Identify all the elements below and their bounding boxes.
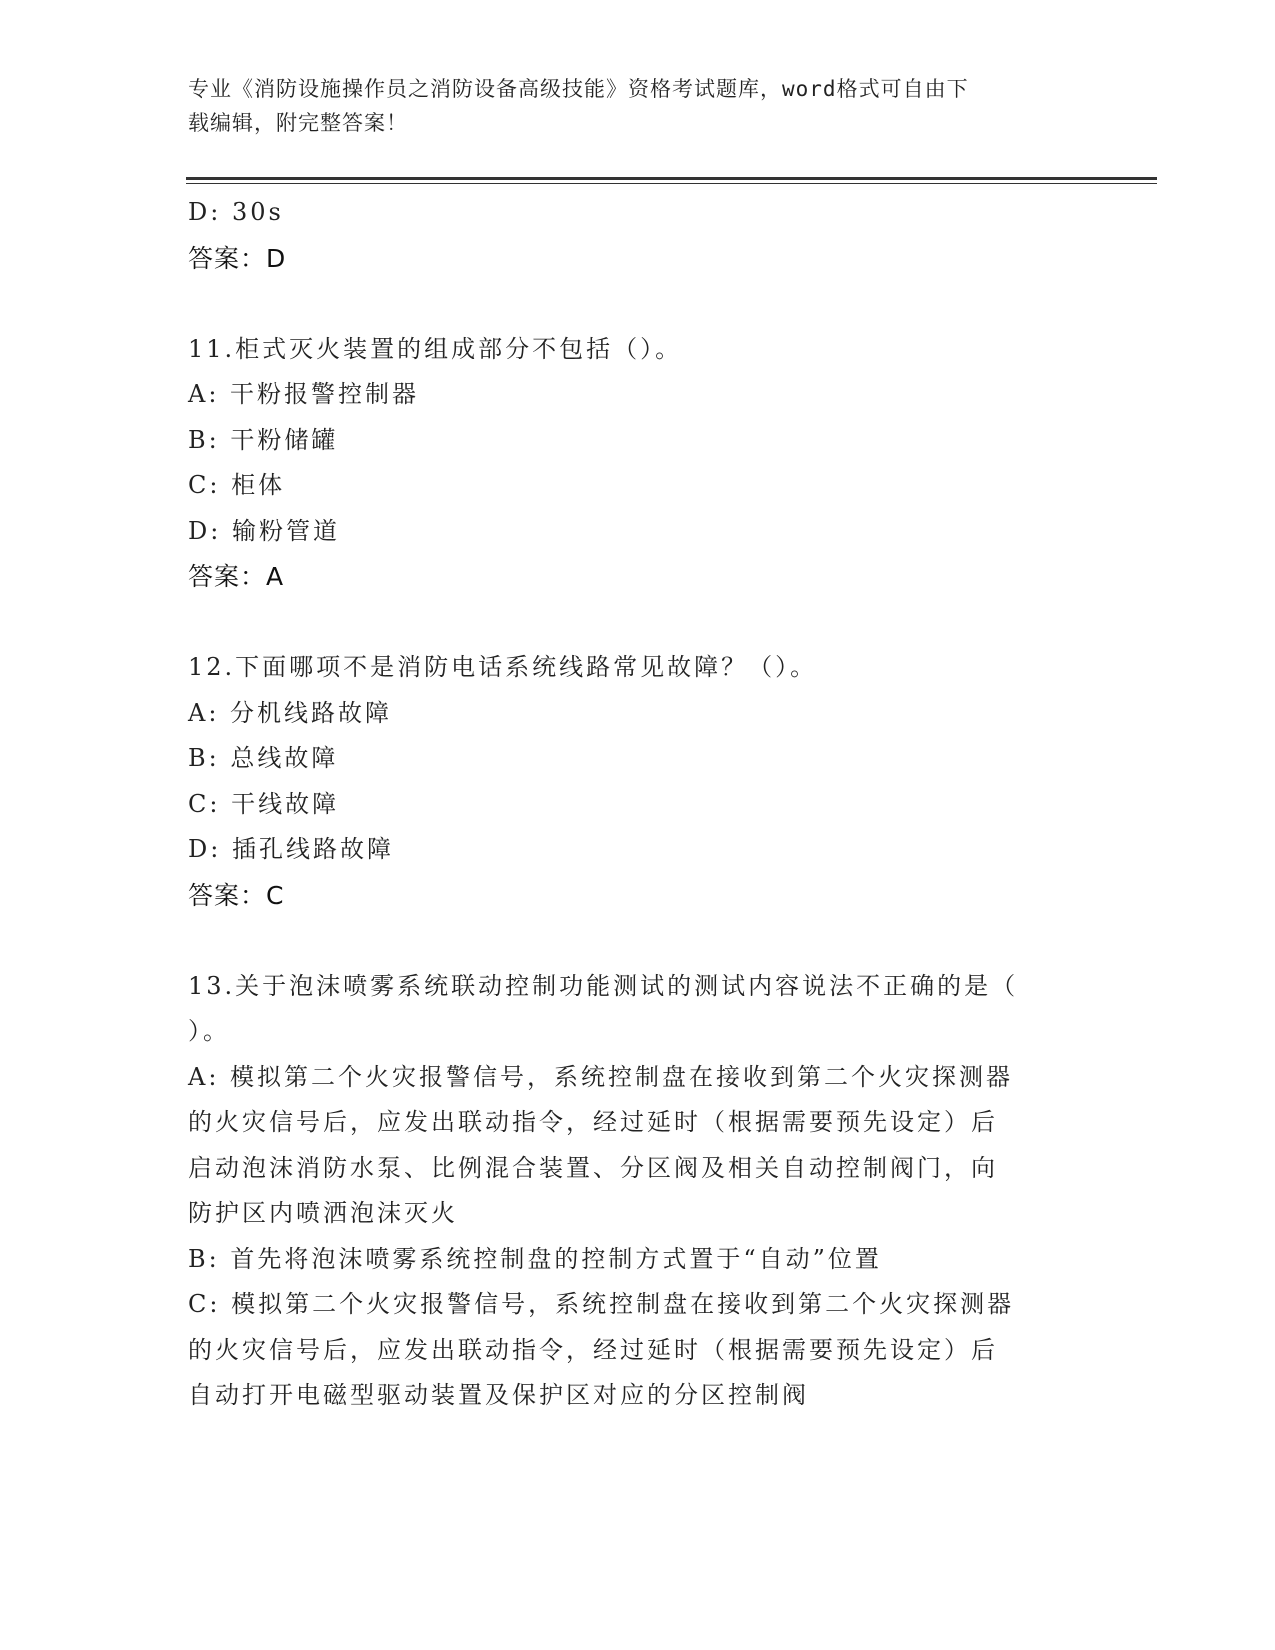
option-a-line-2: 的火灾信号后，应发出联动指令，经过延时（根据需要预先设定）后 [188, 1108, 998, 1136]
answer-line: 答案：D [188, 243, 287, 273]
header-divider-thin [186, 183, 1157, 184]
question-stem-line-2: ）。 [188, 1017, 230, 1045]
option-a: A: 干粉报警控制器 [188, 380, 420, 408]
question-stem-line-1: 13.关于泡沫喷雾系统联动控制功能测试的测试内容说法不正确的是（ [188, 971, 1019, 1000]
option-b: B: 总线故障 [188, 744, 339, 772]
question-stem: 11.柜式灭火装置的组成部分不包括（）。 [188, 334, 683, 363]
option-c-line-2: 的火灾信号后，应发出联动指令，经过延时（根据需要预先设定）后 [188, 1335, 998, 1364]
option-d: D: 输粉管道 [188, 516, 340, 545]
header-line-1: 专业《消防设施操作员之消防设备高级技能》资格考试题库，word格式可自由下 [188, 77, 969, 101]
answer-line: 答案：C [188, 880, 285, 910]
option-c: C: 干线故障 [188, 789, 340, 818]
document-header [188, 72, 1088, 140]
header-line-2: 载编辑，附完整答案！ [188, 111, 408, 135]
spacer [188, 282, 1088, 327]
option-d: D: 插孔线路故障 [188, 835, 394, 863]
option-a: A: 分机线路故障 [188, 698, 393, 727]
header-divider-thick [186, 177, 1157, 180]
option-b: B: 干粉储罐 [188, 425, 339, 454]
question-13 [188, 964, 1088, 1419]
option-a-line-4: 防护区内喷洒泡沫灭火 [188, 1199, 458, 1227]
question-11 [188, 327, 1088, 601]
question-stem: 12.下面哪项不是消防电话系统线路常见故障？（）。 [188, 653, 818, 681]
option-c-line-1: C: 模拟第二个火灾报警信号，系统控制盘在接收到第二个火灾探测器 [188, 1290, 1015, 1318]
option-c: C: 柜体 [188, 471, 286, 499]
option-c-line-3: 自动打开电磁型驱动装置及保护区对应的分区控制阀 [188, 1381, 809, 1409]
question-10-tail [188, 190, 1088, 282]
option-a-line-1: A: 模拟第二个火灾报警信号，系统控制盘在接收到第二个火灾探测器 [188, 1062, 1014, 1091]
option-b: B: 首先将泡沫喷雾系统控制盘的控制方式置于“自动”位置 [188, 1244, 882, 1273]
option-a-line-3: 启动泡沫消防水泵、比例混合装置、分区阀及相关自动控制阀门，向 [188, 1153, 998, 1182]
answer-line: 答案：A [188, 562, 285, 591]
option-d: D: 30s [188, 198, 284, 226]
question-12 [188, 645, 1088, 919]
question-content [188, 190, 1088, 1419]
spacer [188, 600, 1088, 645]
spacer [188, 919, 1088, 964]
